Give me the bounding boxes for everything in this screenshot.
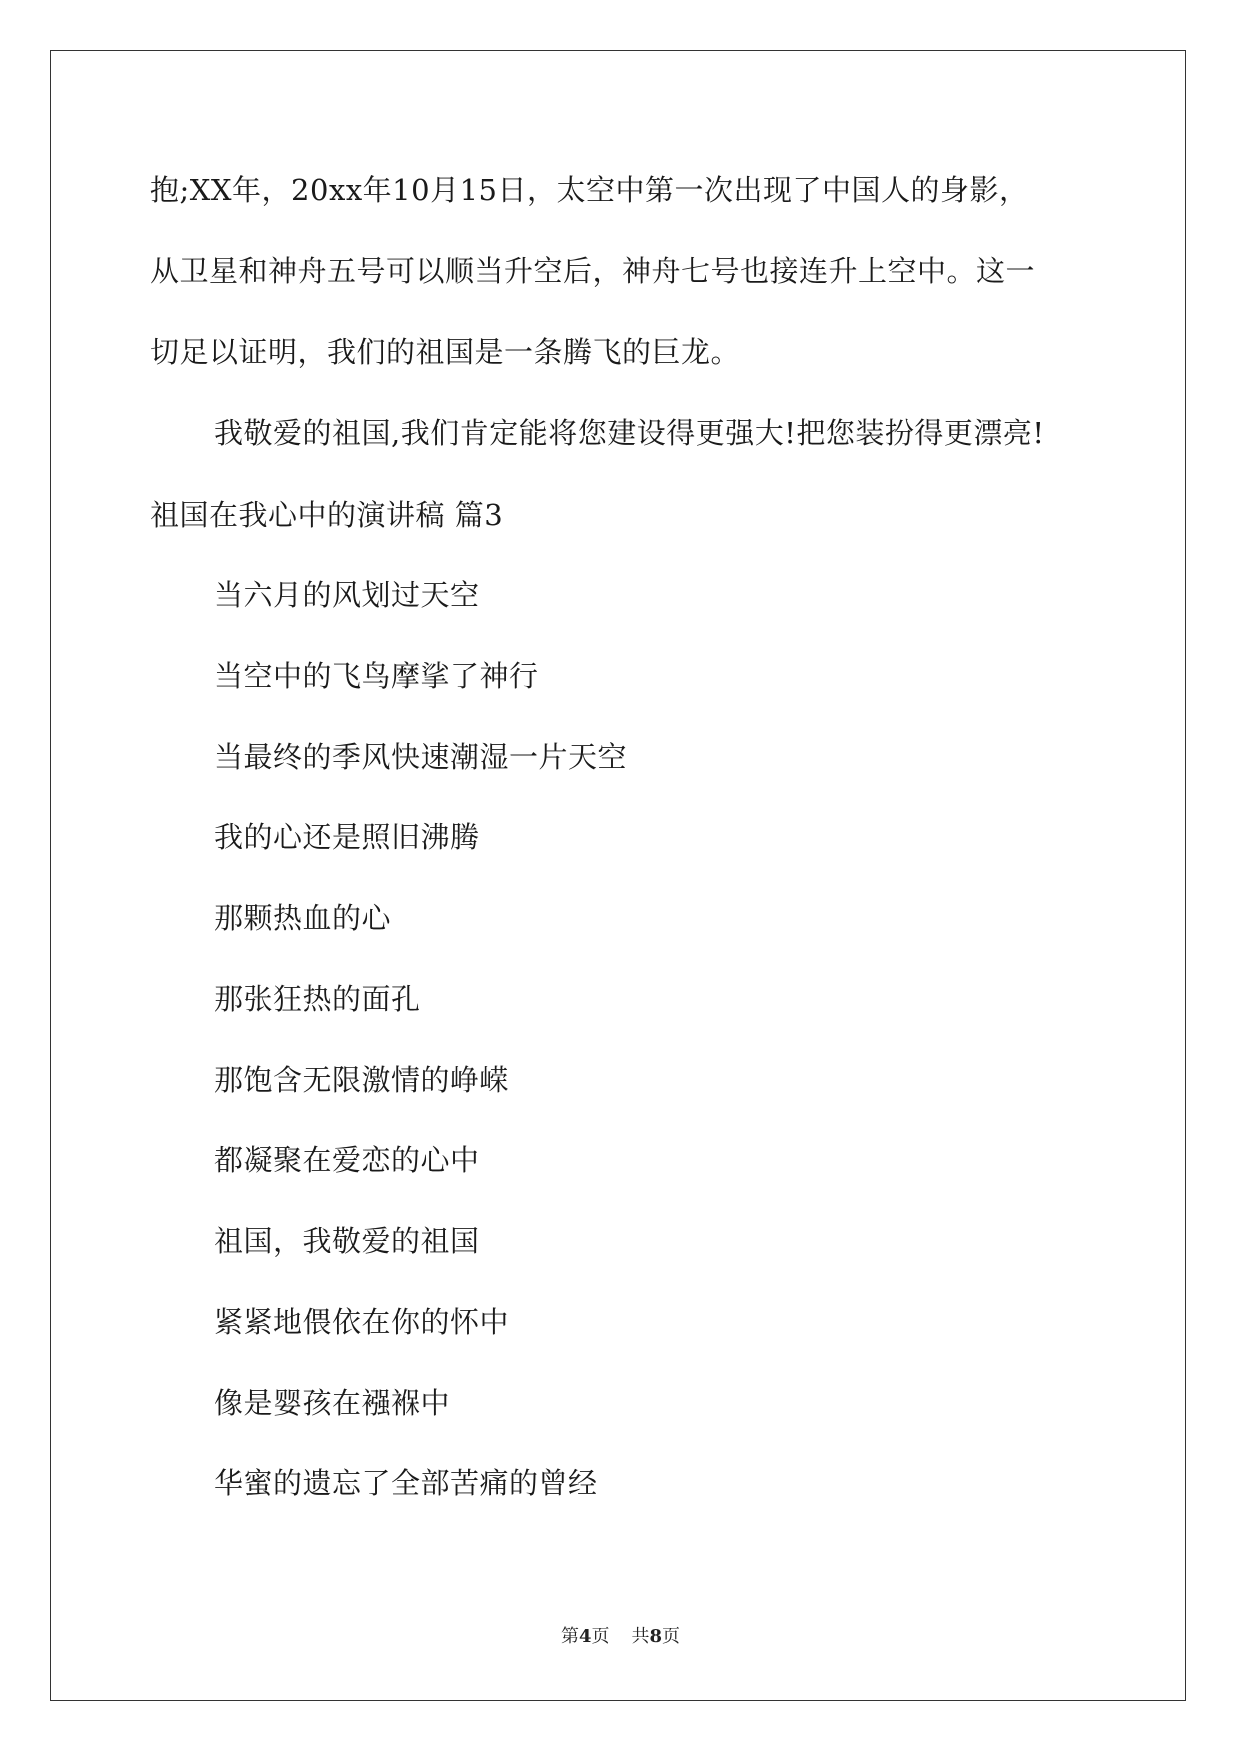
paragraph-line: 切足以证明，我们的祖国是一条腾飞的巨龙。 xyxy=(150,335,741,369)
page-footer xyxy=(0,1622,1241,1648)
poem-line: 华蜜的遗忘了全部苦痛的曾经 xyxy=(214,1466,598,1500)
poem-line: 那张狂热的面孔 xyxy=(214,982,421,1016)
page-border xyxy=(50,50,1186,1701)
paragraph-line: 抱;XX年，20xx年10月15日，太空中第一次出现了中国人的身影， xyxy=(150,173,1029,207)
poem-line: 像是婴孩在襁褓中 xyxy=(214,1386,451,1420)
poem-line: 祖国，我敬爱的祖国 xyxy=(214,1224,480,1258)
section-title: 祖国在我心中的演讲稿 篇3 xyxy=(150,498,504,532)
poem-line: 那饱含无限激情的峥嵘 xyxy=(214,1063,510,1097)
page-suffix: 页 xyxy=(591,1626,610,1647)
total-pages-number: 8 xyxy=(649,1626,663,1647)
closing-line: 我敬爱的祖国,我们肯定能将您建设得更强大!把您装扮得更漂亮! xyxy=(214,416,1045,450)
poem-line: 紧紧地偎依在你的怀中 xyxy=(214,1305,510,1339)
poem-line: 我的心还是照旧沸腾 xyxy=(214,820,480,854)
poem-line: 当空中的飞鸟摩挲了神行 xyxy=(214,659,539,693)
poem-line: 都凝聚在爱恋的心中 xyxy=(214,1143,480,1177)
current-page-number: 4 xyxy=(578,1626,592,1647)
total-suffix: 页 xyxy=(662,1626,681,1647)
poem-line: 当六月的风划过天空 xyxy=(214,578,480,612)
total-prefix: 共 xyxy=(631,1626,650,1647)
poem-line: 那颗热血的心 xyxy=(214,901,392,935)
poem-line: 当最终的季风快速潮湿一片天空 xyxy=(214,740,628,774)
paragraph-line: 从卫星和神舟五号可以顺当升空后，神舟七号也接连升上空中。这一 xyxy=(150,254,1036,288)
page-prefix: 第 xyxy=(560,1626,579,1647)
